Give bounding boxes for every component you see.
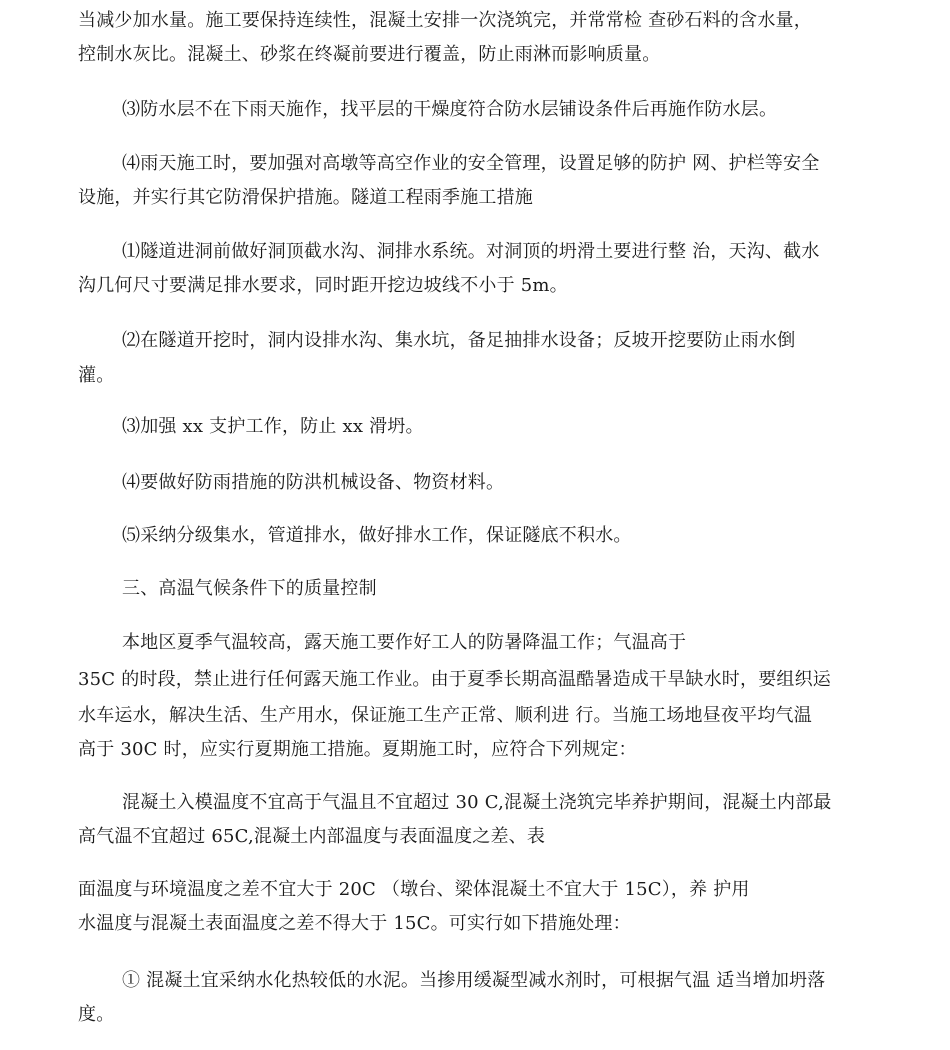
text-line: 沟几何尺寸要满足排水要求，同时距开挖边坡线不小于 5m。 — [78, 275, 568, 296]
text-line: 度。 — [78, 1004, 115, 1025]
text-line: 高于 30C 时，应实行夏期施工措施。夏期施工时，应符合下列规定： — [78, 739, 637, 760]
text-line: 灌。 — [78, 365, 115, 386]
text-line: 混凝土入模温度不宜高于气温且不宜超过 30 C,混凝土浇筑完毕养护期间，混凝土内部最 — [122, 792, 832, 813]
text-line: ⑸采纳分级集水，管道排水，做好排水工作，保证隧底不积水。 — [122, 525, 632, 546]
text-line: 当减少加水量。施工要保持连续性，混凝土安排一次浇筑完，并常常检 查砂石料的含水量， — [78, 10, 812, 31]
text-line: 35C 的时段，禁止进行任何露天施工作业。由于夏季长期高温酷暑造成干旱缺水时，要组织运 — [78, 669, 831, 690]
text-line: 面温度与环境温度之差不宜大于 20C （墩台、梁体混凝土不宜大于 15C），养 护用 — [78, 879, 750, 900]
text-line: 水温度与混凝土表面温度之差不得大于 15C。可实行如下措施处理： — [78, 913, 631, 934]
text-line: ⑷雨天施工时，要加强对高墩等高空作业的安全管理，设置足够的防护 网、护栏等安全 — [122, 153, 820, 174]
section-heading: 三、高温气候条件下的质量控制 — [122, 578, 377, 599]
text-line: ⑶防水层不在下雨天施作，找平层的干燥度符合防水层铺设条件后再施作防水层。 — [122, 99, 778, 120]
text-line: 设施，并实行其它防滑保护措施。隧道工程雨季施工措施 — [78, 187, 533, 208]
text-line: ⑴隧道进洞前做好洞顶截水沟、洞排水系统。对洞顶的坍滑土要进行整 治，天沟、截水 — [122, 241, 820, 262]
text-line: ⑵在隧道开挖时，洞内设排水沟、集水坑，备足抽排水设备；反坡开挖要防止雨水倒 — [122, 330, 796, 351]
text-line: ① 混凝土宜采纳水化热较低的水泥。当掺用缓凝型减水剂时，可根据气温 适当增加坍落 — [122, 970, 826, 991]
text-line: 高气温不宜超过 65C,混凝土内部温度与表面温度之差、表 — [78, 826, 546, 847]
text-line: 水车运水，解决生活、生产用水，保证施工生产正常、顺利进 行。当施工场地昼夜平均气温 — [78, 705, 812, 726]
text-line: 控制水灰比。混凝土、砂浆在终凝前要进行覆盖，防止雨淋而影响质量。 — [78, 44, 661, 65]
text-line: ⑷要做好防雨措施的防洪机械设备、物资材料。 — [122, 472, 505, 493]
text-line: ⑶加强 xx 支护工作，防止 xx 滑坍。 — [122, 416, 424, 437]
text-line: 本地区夏季气温较高，露天施工要作好工人的防暑降温工作；气温高于 — [122, 632, 687, 653]
